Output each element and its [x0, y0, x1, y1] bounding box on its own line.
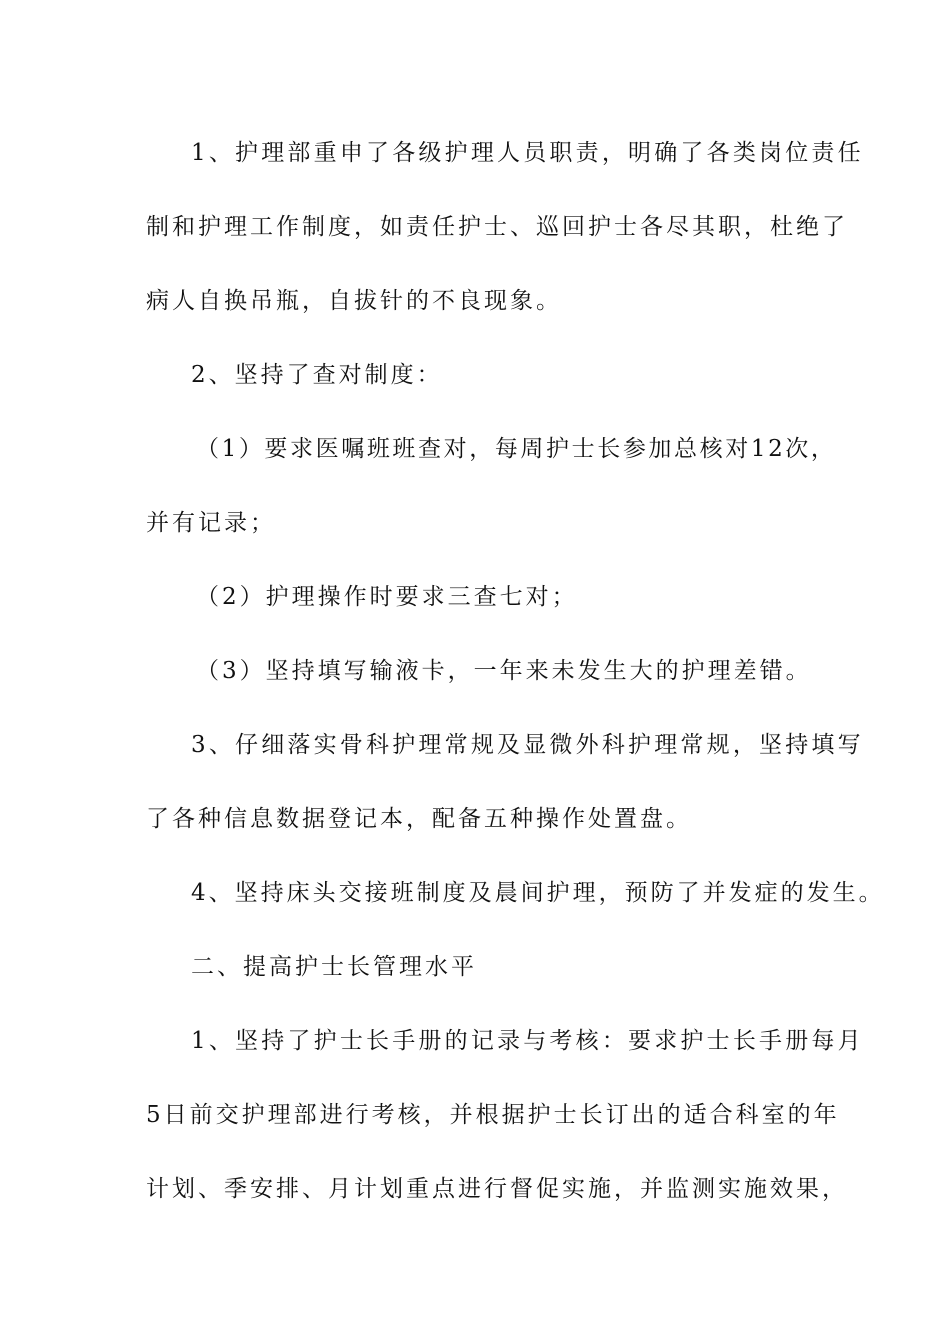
paragraph-1-line-3: 病人自换吊瓶，自拔针的不良现象。 — [146, 288, 562, 314]
paragraph-5: （3）坚持填写输液卡，一年来未发生大的护理差错。 — [196, 658, 812, 684]
paragraph-3-line-2: 并有记录； — [146, 510, 276, 536]
paragraph-1-line-2: 制和护理工作制度，如责任护士、巡回护士各尽其职，杜绝了 — [146, 214, 848, 240]
paragraph-8-line-3: 计划、季安排、月计划重点进行督促实施，并监测实施效果， — [146, 1176, 848, 1202]
section-heading: 二、提高护士长管理水平 — [191, 954, 477, 980]
paragraph-8-line-2: 5日前交护理部进行考核，并根据护士长订出的适合科室的年 — [146, 1102, 840, 1128]
paragraph-7: 4、坚持床头交接班制度及晨间护理，预防了并发症的发生。 — [191, 880, 885, 906]
paragraph-1-line-1: 1、护理部重申了各级护理人员职责，明确了各类岗位责任 — [191, 140, 864, 166]
paragraph-2-heading: 2、坚持了查对制度： — [191, 362, 443, 388]
paragraph-8-line-1: 1、坚持了护士长手册的记录与考核：要求护士长手册每月 — [191, 1028, 864, 1054]
paragraph-4: （2）护理操作时要求三查七对； — [196, 584, 578, 610]
paragraph-6-line-1: 3、仔细落实骨科护理常规及显微外科护理常规，坚持填写 — [191, 732, 864, 758]
paragraph-3-line-1: （1）要求医嘱班班查对，每周护士长参加总核对12次， — [196, 436, 837, 462]
paragraph-6-line-2: 了各种信息数据登记本，配备五种操作处置盘。 — [146, 806, 692, 832]
